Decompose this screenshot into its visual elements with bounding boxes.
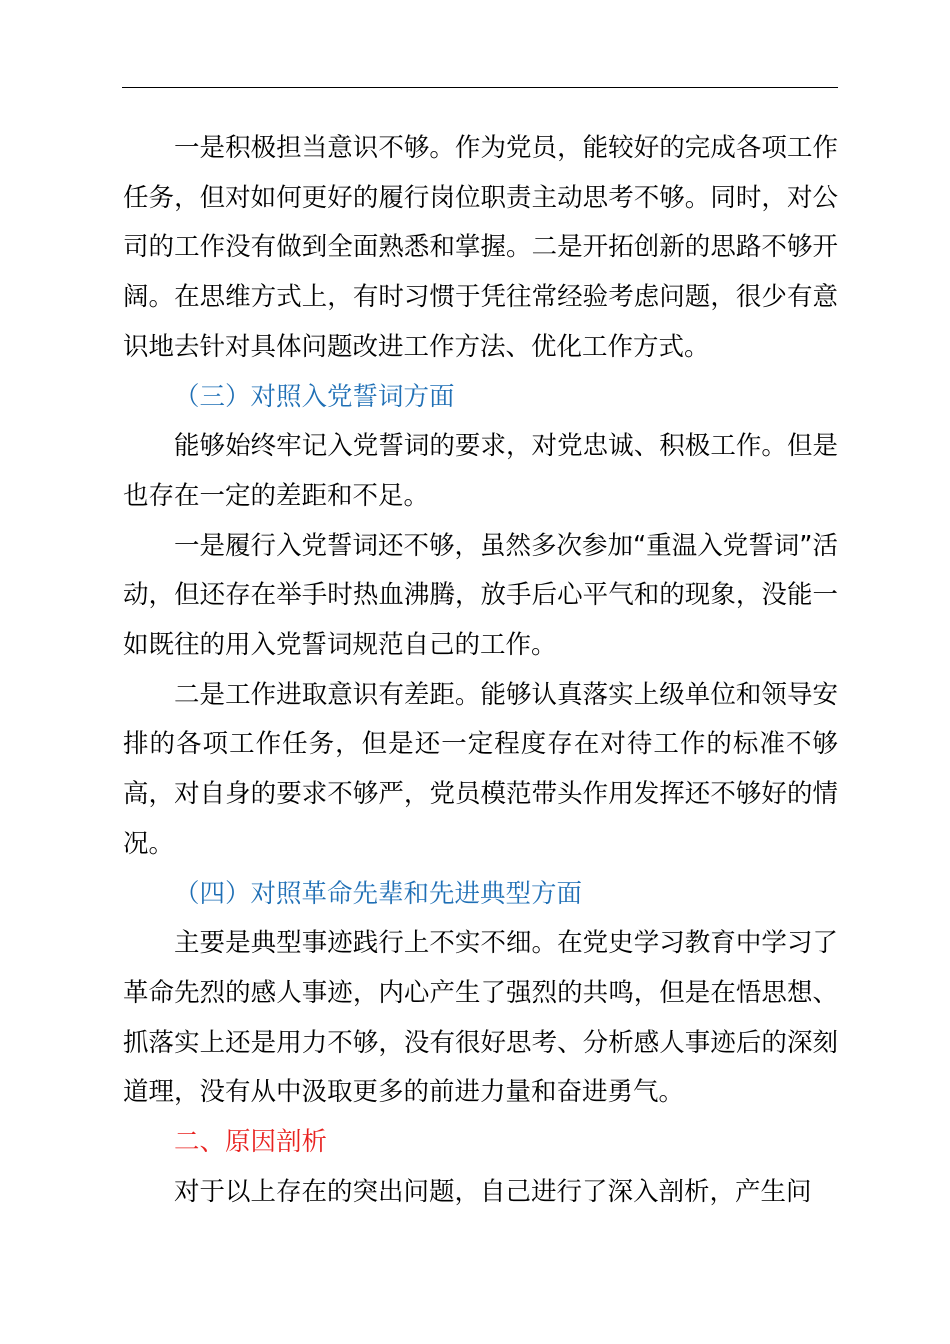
document-body	[123, 124, 838, 1217]
paragraph-1: 一是积极担当意识不够。作为党员，能较好的完成各项工作任务，但对如何更好的履行岗位职责主动思考不够。同时，对公司的工作没有做到全面熟悉和掌握。二是开拓创新的思路不够开阔。在思维方式上，有时习惯于凭往常经验考虑问题，很少有意识地去针对具体问题改进工作方法、优化工作方式。	[123, 133, 838, 362]
paragraph-2: 能够始终牢记入党誓词的要求，对党忠诚、积极工作。但是也存在一定的差距和不足。	[123, 431, 838, 511]
subheading-3: （三）对照入党誓词方面	[174, 381, 455, 412]
paragraph-5: 主要是典型事迹践行上不实不细。在党史学习教育中学习了革命先烈的感人事迹，内心产生了强烈的共鸣，但是在悟思想、抓落实上还是用力不够，没有很好思考、分析感人事迹后的深刻道理，没有从中汲取更多的前进力量和奋进勇气。	[123, 928, 838, 1108]
subheading-4: （四）对照革命先辈和先进典型方面	[174, 878, 583, 909]
paragraph-4: 二是工作进取意识有差距。能够认真落实上级单位和领导安排的各项工作任务，但是还一定程度存在对待工作的标准不够高，对自身的要求不够严，党员模范带头作用发挥还不够好的情况。	[123, 679, 838, 859]
paragraph-3: 一是履行入党誓词还不够，虽然多次参加“重温入党誓词”活动，但还存在举手时热血沸腾，放手后心平气和的现象，没能一如既往的用入党誓词规范自己的工作。	[123, 530, 838, 661]
section-heading-2: 二、原因剖析	[174, 1127, 328, 1158]
header-rule	[122, 87, 838, 88]
paragraph-6: 对于以上存在的突出问题，自己进行了深入剖析，产生问	[174, 1176, 812, 1207]
